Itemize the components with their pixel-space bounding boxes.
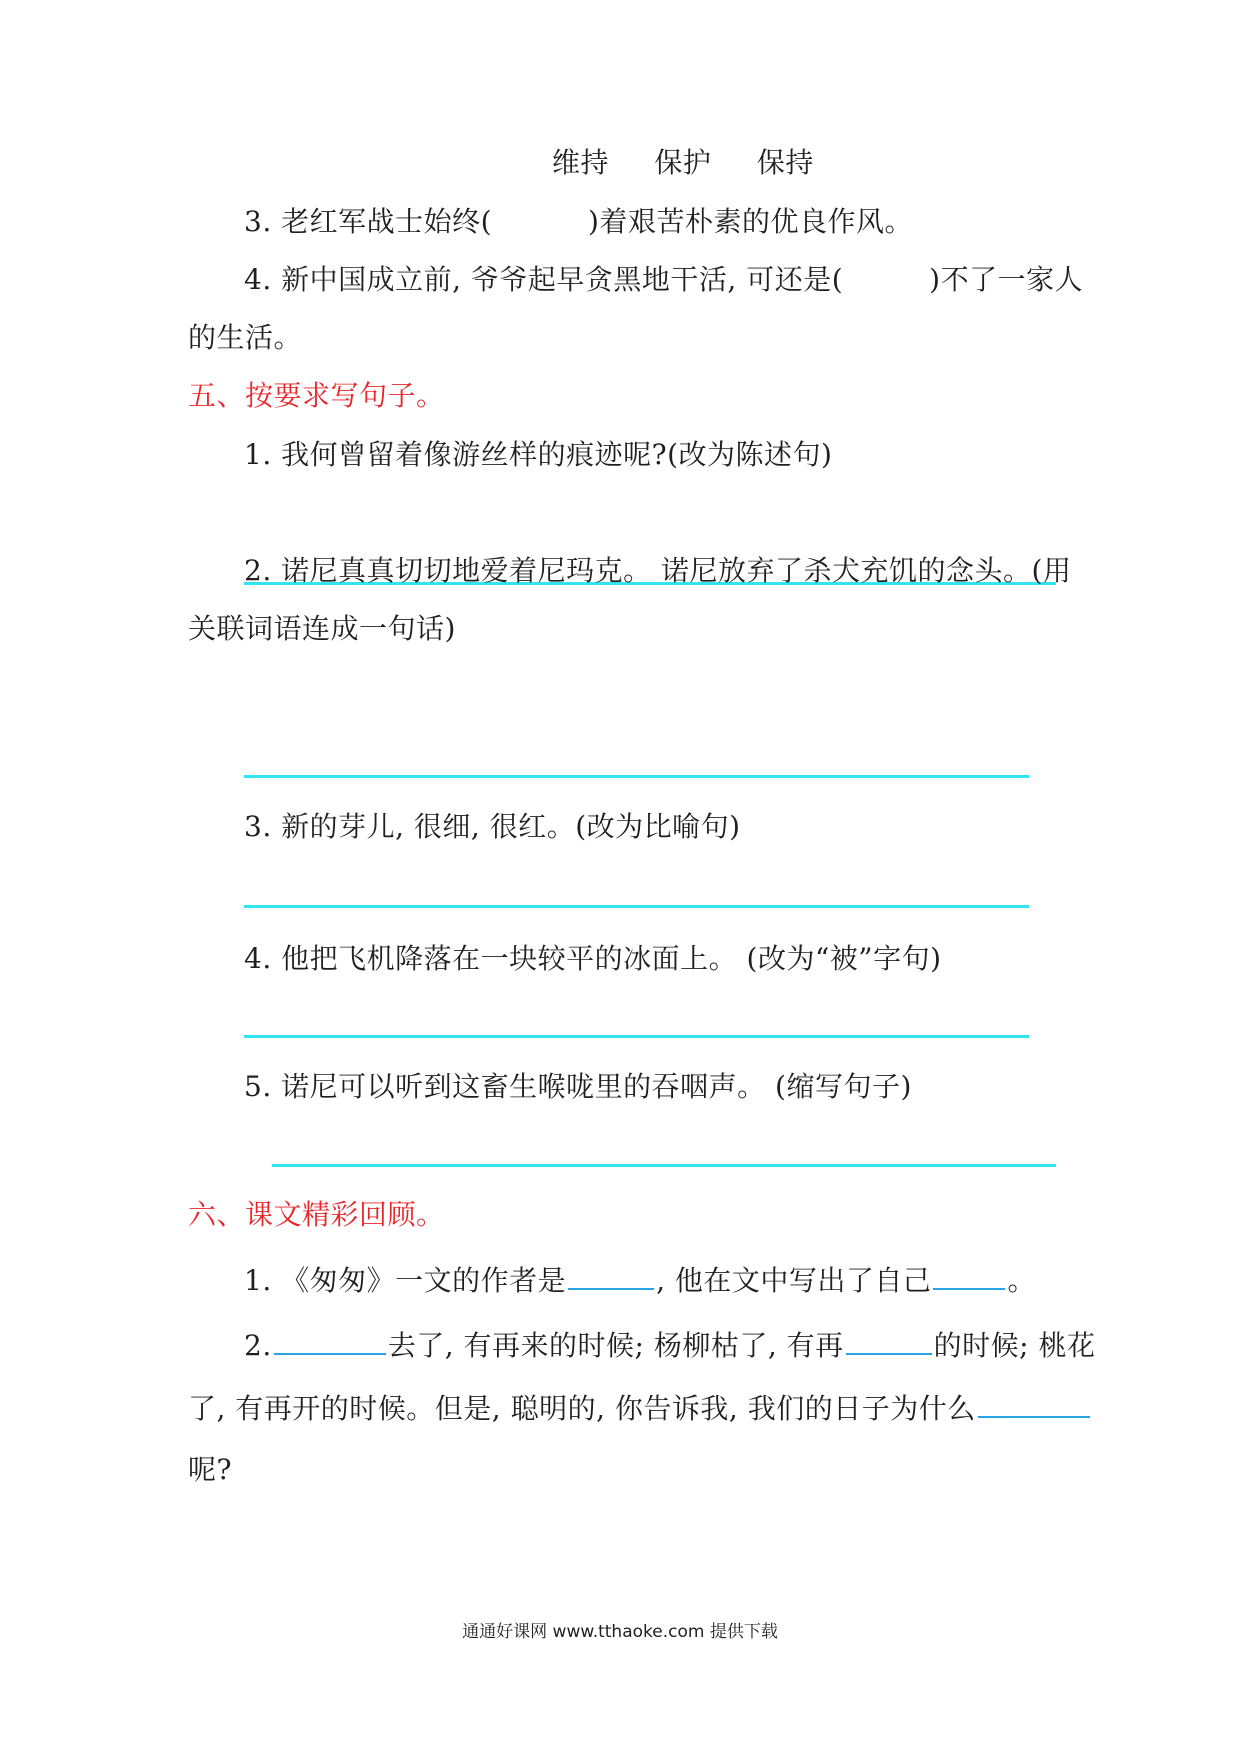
question-4-3: 3. 老红军战士始终( )着艰苦朴素的优良作风。 — [244, 205, 913, 238]
word-choices — [552, 146, 814, 180]
word-choice-3: 保持 — [756, 146, 814, 179]
section-6-heading: 六、课文精彩回顾。 — [188, 1198, 445, 1231]
question-5-2-continued: 关联词语连成一句话) — [188, 612, 456, 645]
question-5-4: 4. 他把飞机降落在一块较平的冰面上。 (改为“被”字句) — [244, 942, 942, 975]
fill-blank-green[interactable] — [846, 1327, 932, 1355]
fill-blank-author[interactable] — [568, 1262, 654, 1290]
question-6-2: 2. 去了, 有再来的时候; 杨柳枯了, 有再 的时候; 桃花 — [244, 1329, 1096, 1362]
answer-line-5-2[interactable] — [244, 775, 1029, 778]
question-6-1: 1. 《匆匆》一文的作者是 , 他在文中写出了自己 。 — [244, 1264, 1036, 1297]
section-5-heading: 五、按要求写句子。 — [188, 379, 445, 412]
fill-blank-feeling[interactable] — [933, 1262, 1005, 1290]
question-6-2-end: 呢? — [188, 1453, 233, 1486]
word-choice-1: 维持 — [552, 146, 610, 179]
question-5-5: 5. 诺尼可以听到这畜生喉咙里的吞咽声。 (缩写句子) — [244, 1070, 912, 1103]
fill-blank-swallow[interactable] — [274, 1327, 386, 1355]
question-6-2-continued: 了, 有再开的时候。但是, 聪明的, 你告诉我, 我们的日子为什么 — [188, 1390, 1092, 1426]
word-choice-2: 保护 — [654, 146, 712, 179]
question-5-3: 3. 新的芽儿, 很细, 很红。(改为比喻句) — [244, 810, 741, 843]
answer-line-5-3[interactable] — [244, 905, 1029, 908]
fill-blank-gone[interactable] — [978, 1390, 1090, 1418]
question-5-2: 2. 诺尼真真切切地爱着尼玛克。 诺尼放弃了杀犬充饥的念头。(用 — [244, 554, 1072, 587]
answer-line-5-4[interactable] — [244, 1035, 1029, 1038]
answer-line-5-5[interactable] — [272, 1164, 1056, 1167]
footer-credit: 通通好课网 www.tthaoke.com 提供下载 — [462, 1622, 778, 1642]
question-4-4: 4. 新中国成立前, 爷爷起早贪黑地干活, 可还是( )不了一家人 — [244, 263, 1084, 296]
question-5-1: 1. 我何曾留着像游丝样的痕迹呢?(改为陈述句) — [244, 438, 833, 471]
question-4-4-continued: 的生活。 — [188, 321, 303, 354]
